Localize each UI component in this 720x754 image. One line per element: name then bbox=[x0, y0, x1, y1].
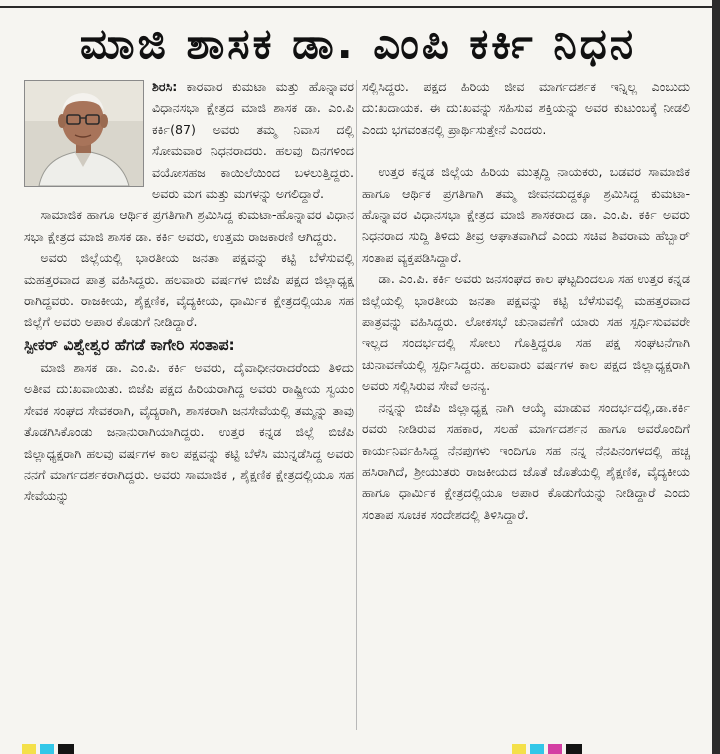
color-strip-yellow-right bbox=[512, 744, 526, 754]
color-strip-cyan-right bbox=[530, 744, 544, 754]
lead-paragraph bbox=[24, 76, 354, 204]
dateline: ಶಿರಸಿ: bbox=[152, 79, 178, 94]
color-strip-black-right bbox=[566, 744, 582, 754]
article-column-right bbox=[362, 76, 690, 736]
paragraph-2: ಸಾಮಾಜಿಕ ಹಾಗೂ ಆರ್ಥಿಕ ಪ್ರಗತಿಗಾಗಿ ಶ್ರಮಿಸಿದ್ದ ಕುಮಟಾ-ಹೊನ್ನಾವರ ವಿಧಾನ ಸಭಾ ಕ್ಷೇತ್ರದ ಮಾಜಿ ಶಾಸಕ ಡಾ. ಕರ್ಕಿ ಅವರು, ಉತ್ತಮ ರಾಜಕಾರಣಿ ಆಗಿದ್ದರು. bbox=[24, 207, 354, 244]
column-divider bbox=[356, 80, 357, 730]
page-edge bbox=[712, 0, 720, 754]
paragraph-8: ನನ್ನನ್ನು ಬಿಜೆಪಿ ಜಿಲ್ಲಾಧ್ಯಕ್ಷ ನಾಗಿ ಆಯ್ಕೆ ಮಾಡುವ ಸಂದರ್ಭದಲ್ಲಿ,ಡಾ.ಕರ್ಕಿ ರವರು ನೀಡಿರುವ ಸಹಕಾರ, ಸಲಹೆ ಮಾರ್ಗದರ್ಶನ ಹಾಗೂ ಅವರೊಂದಿಗೆ ಕಾರ್ಯನಿರ್ವಹಿಸಿದ್ದ ನೆನಪುಗಳು ಇಂದಿಗೂ ಸಹ ನನ್ನ ನೆನಪಿನಂಗಳದಲ್ಲಿ ಹಚ್ಚ ಹಸಿರಾಗಿದೆ, ಶ್ರೀಯುತರು ರಾಜಕೀಯದ ಜೊತೆ ಜೊತೆಯಲ್ಲಿ ಶೈಕ್ಷಣಿಕ, ವೈದ್ಯಕೀಯ ಹಾಗೂ ಧಾರ್ಮಿಕ ಕ್ಷೇತ್ರದಲ್ಲಿಯೂ ಅಪಾರ ಕೊಡುಗೆಯನ್ನು ನೀಡಿದ್ದಾರೆ ಎಂದು ಸಂತಾಪ ಸೂಚಕ ಸಂದೇಶದಲ್ಲಿ ತಿಳಿಸಿದ್ದಾರೆ. bbox=[362, 399, 690, 522]
color-strip-yellow bbox=[22, 744, 36, 754]
paragraph-6: ಉತ್ತರ ಕನ್ನಡ ಜಿಲ್ಲೆಯ ಹಿರಿಯ ಮುತ್ಸದ್ದಿ ನಾಯಕರು, ಬಡವರ ಸಾಮಾಜಿಕ ಹಾಗೂ ಆರ್ಥಿಕ ಪ್ರಗತಿಗಾಗಿ ತಮ್ಮ ಜೀವನದುದ್ದಕ್ಕೂ ಶ್ರಮಿಸಿದ್ದ ಕುಮಟಾ- ಹೊನ್ನಾವರ ವಿಧಾನಸಭಾ ಕ್ಷೇತ್ರದ ಮಾಜಿ ಶಾಸಕರಾದ ಡಾ. ಎಂ.ಪಿ. ಕರ್ಕಿ ಅವರು ನಿಧನರಾದ ಸುದ್ದಿ ತಿಳಿದು ತೀವ್ರ ಆಘಾತವಾಗಿದೆ ಎಂದು ಸಚಿವ ಶಿವರಾಮ ಹೆಬ್ಬಾರ್ ಸಂತಾಪ ವ್ಯಕ್ತಪಡಿಸಿದ್ದಾರೆ. bbox=[362, 164, 690, 265]
portrait-image bbox=[25, 81, 143, 186]
top-rule bbox=[0, 6, 720, 8]
paragraph-5: ಸಲ್ಲಿಸಿದ್ದರು. ಪಕ್ಷದ ಹಿರಿಯ ಜೀವ ಮಾರ್ಗದರ್ಶಕ ಇನ್ನಿಲ್ಲ ಎಂಬುದು ದು:ಖದಾಯಕ. ಈ ದು:ಖವನ್ನು ಸಹಿಸುವ ಶಕ್ತಿಯನ್ನು ಅವರ ಕುಟುಂಬಕ್ಕೆ ನೀಡಲಿ ಎಂದು ಭಗವಂತನಲ್ಲಿ ಪ್ರಾರ್ಥಿಸುತ್ತೇನೆ ಎಂದರು. bbox=[362, 79, 690, 137]
subheading: ಸ್ಪೀಕರ್ ವಿಶ್ವೇಶ್ವರ ಹೆಗಡೆ ಕಾಗೇರಿ ಸಂತಾಪ: bbox=[24, 335, 235, 354]
article-column-left bbox=[24, 76, 354, 736]
portrait-photo bbox=[24, 80, 144, 187]
headline: ಮಾಜಿ ಶಾಸಕ ಡಾ. ಎಂಪಿ ಕರ್ಕಿ ನಿಧನ bbox=[79, 19, 637, 68]
paragraph-7: ಡಾ. ಎಂ.ಪಿ. ಕರ್ಕಿ ಅವರು ಜನಸಂಘದ ಕಾಲ ಘಟ್ಟದಿಂದಲೂ ಸಹ ಉತ್ತರ ಕನ್ನಡ ಜಿಲ್ಲೆಯಲ್ಲಿ ಭಾರತೀಯ ಜನತಾ ಪಕ್ಷವನ್ನು ಕಟ್ಟಿ ಬೆಳೆಸುವಲ್ಲಿ ಮಹತ್ತರವಾದ ಪಾತ್ರವನ್ನು ವಹಿಸಿದ್ದರು. ಲೋಕಸಭೆ ಚುನಾವಣೆಗೆ ಯಾರು ಸಹ ಸ್ಪರ್ಧಿಸುವವರೇ ಇಲ್ಲದ ಸಂದರ್ಭದಲ್ಲಿ ಸೋಲು ಗೊತ್ತಿದ್ದರೂ ಸಹ ಪಕ್ಷ ಸಂಘಟನೆಗಾಗಿ ಚುನಾವಣೆಯಲ್ಲಿ ಸ್ಪರ್ಧಿಸಿದ್ದರು. ಹಲವಾರು ವರ್ಷಗಳ ಕಾಲ ಪಕ್ಷದ ಜಿಲ್ಲಾಧ್ಯಕ್ಷರಾಗಿ ಅವರು ಸಲ್ಲಿಸಿರುವ ಸೇವೆ ಅನನ್ಯ. bbox=[362, 271, 690, 394]
color-strip-black bbox=[58, 744, 74, 754]
color-strip-magenta bbox=[548, 744, 562, 754]
paragraph-gap bbox=[362, 140, 690, 161]
paragraph-4: ಮಾಜಿ ಶಾಸಕ ಡಾ. ಎಂ.ಪಿ. ಕರ್ಕಿ ಅವರು, ದೈವಾಧೀನರಾದರೆಂದು ತಿಳಿದು ಅತೀವ ದು:ಖವಾಯಿತು. ಬಿಜೆಪಿ ಪಕ್ಷದ ಹಿರಿಯರಾಗಿದ್ದ ಅವರು ರಾಷ್ಟ್ರೀಯ ಸ್ವಯಂ ಸೇವಕ ಸಂಘದ ಸೇವಕರಾಗಿ, ವೈದ್ಯರಾಗಿ, ಶಾಸಕರಾಗಿ ಜನಸೇವೆಯಲ್ಲಿ ತಮ್ಮನ್ನು ತಾವು ತೊಡಗಿಸಿಕೊಂಡು ಜನಾನುರಾಗಿಯಾಗಿದ್ದರು. ಉತ್ತರ ಕನ್ನಡ ಜಿಲ್ಲೆ ಬಿಜೆಪಿ ಜಿಲ್ಲಾಧ್ಯಕ್ಷರಾಗಿ ಹಲವು ವರ್ಷಗಳ ಕಾಲ ಪಕ್ಷವನ್ನು ಕಟ್ಟಿ ಬೆಳೆಸಿ ಮುನ್ನಡೆಸಿದ್ದ ಅವರು ನನಗೆ ಮಾರ್ಗದರ್ಶಕರಾಗಿದ್ದರು. ಅವರು ಸಾಮಾಜಿಕ , ಶೈಕ್ಷಣಿಕ ಕ್ಷೇತ್ರದಲ್ಲಿಯೂ ಸಹ ಸೇವೆಯನ್ನು bbox=[24, 359, 354, 504]
lead-text: ಕಾರವಾರ ಕುಮಟಾ ಮತ್ತು ಹೊನ್ನಾವರ ವಿಧಾನಸಭಾ ಕ್ಷೇತ್ರದ ಮಾಜಿ ಶಾಸಕ ಡಾ. ಎಂ.ಪಿ ಕರ್ಕಿ(87) ಅವರು ತಮ್ಮ ನಿವಾಸ ದಲ್ಲಿ ಸೋಮವಾರ ನಿಧನರಾದರು. ಹಲವು ದಿನಗಳಿಂದ ವಯೋಸಹಜ ಕಾಯಿಲೆಯಿಂದ ಬಳಲುತ್ತಿದ್ದರು. ಅವರು ಮಗ ಮತ್ತು ಮಗಳನ್ನು ಅಗಲಿದ್ದಾರೆ. bbox=[152, 79, 354, 202]
paragraph-3: ಅವರು ಜಿಲ್ಲೆಯಲ್ಲಿ ಭಾರತೀಯ ಜನತಾ ಪಕ್ಷವನ್ನು ಕಟ್ಟಿ ಬೆಳೆಸುವಲ್ಲಿ ಮಹತ್ತರವಾದ ಪಾತ್ರ ವಹಿಸಿದ್ದರು. ಹಲವಾರು ವರ್ಷಗಳ ಬಿಜೆಪಿ ಪಕ್ಷದ ಜಿಲ್ಲಾಧ್ಯಕ್ಷ ರಾಗಿದ್ದವರು. ರಾಜಕೀಯ, ಶೈಕ್ಷಣಿಕ, ವೈದ್ಯಕೀಯ, ಧಾರ್ಮಿಕ ಕ್ಷೇತ್ರದಲ್ಲಿಯೂ ಸಹ ಜಿಲ್ಲೆಗೆ ಅವರು ಅಪಾರ ಕೊಡುಗೆ ನೀಡಿದ್ದಾರೆ. bbox=[24, 250, 354, 330]
color-strip-cyan bbox=[40, 744, 54, 754]
